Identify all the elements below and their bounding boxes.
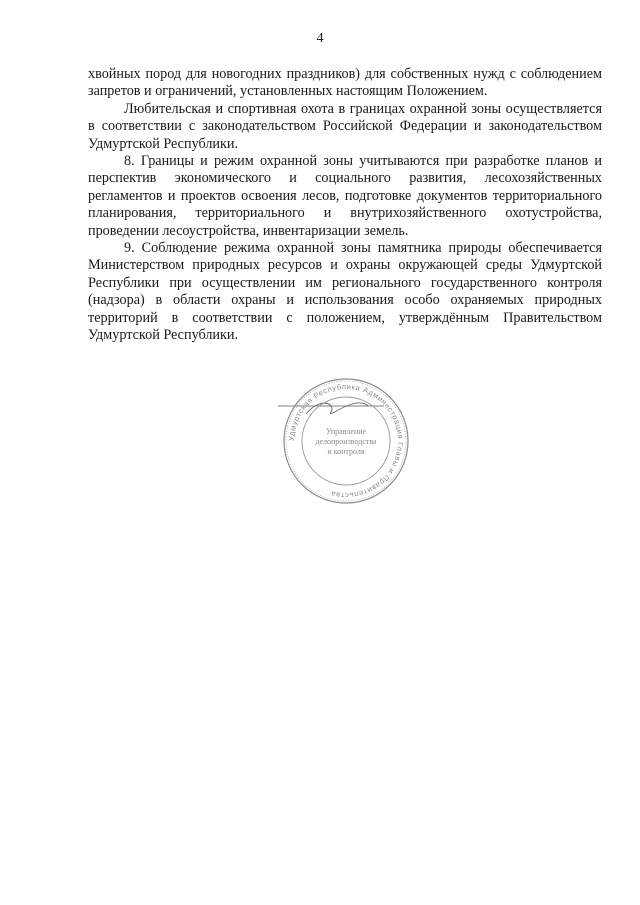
official-seal-stamp <box>276 376 416 506</box>
seal-ring-text: Удмуртская Республика Администрация Главы и Правительства <box>286 381 406 501</box>
paragraph-hunting: Любительская и спортивная охота в границах охранной зоны осуществляется в соответствии с законодательством Российской Федерации и законодательством Удмуртской Республики. <box>88 100 602 152</box>
paragraph-item-8: 8. Границы и режим охранной зоны учитываются при разработке планов и перспектив экономического и социального развития, лесохозяйственных регламентов и проектов освоения лесов, подготовке документов территориального планирования, территориального и внутрихозяйственного охотустройства, проведении лесоустройства, инвентаризации земель. <box>88 153 602 239</box>
page-number: 4 <box>316 31 324 46</box>
signature-stroke <box>306 403 368 414</box>
seal-center-text-1: Управление <box>325 427 367 436</box>
body-text <box>88 66 602 345</box>
seal-center-text-3: и контроля <box>327 447 365 456</box>
paragraph-continuation: хвойных пород для новогодних праздников) для собственных нужд с соблюдением запретов и ограничений, установленных настоящим Положением. <box>88 66 602 100</box>
seal-center-text-2: делопроизводства <box>315 437 377 446</box>
paragraph-item-9: 9. Соблюдение режима охранной зоны памятника природы обеспечивается Министерством природных ресурсов и охраны окружающей среды Удмуртской Республики при осуществлении им регионального государственного контроля (надзора) в области охраны и использования особо охраняемых природных территорий в соответствии с положением, утверждённым Правительством Удмуртской Республики. <box>88 240 602 344</box>
